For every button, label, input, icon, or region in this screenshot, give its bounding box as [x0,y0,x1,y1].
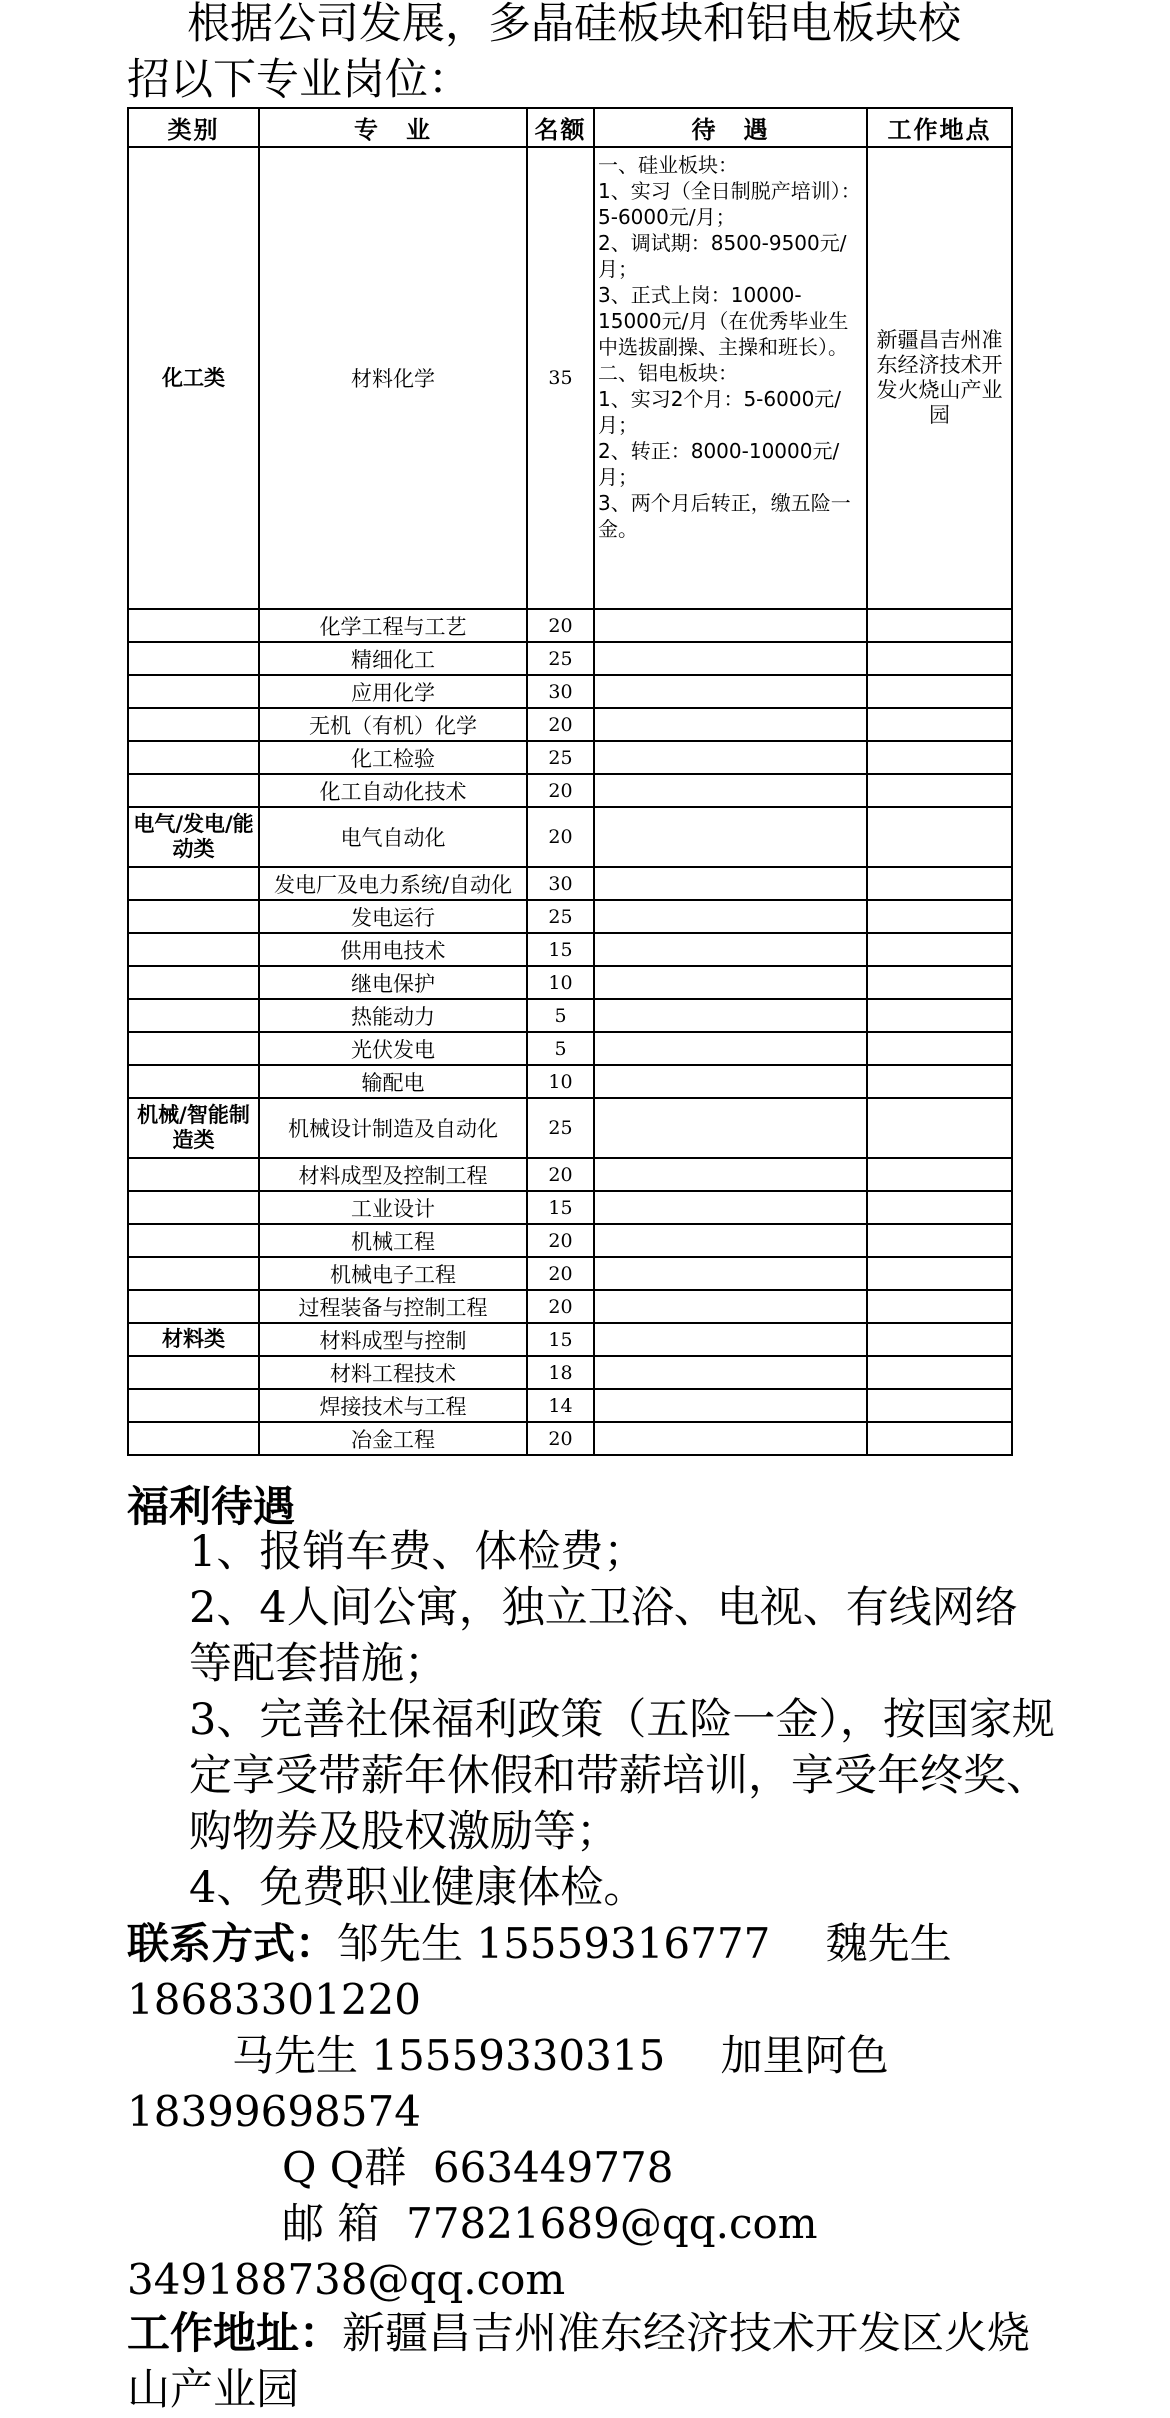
table-row [128,642,1012,675]
cell-major: 继电保护 [259,966,527,999]
header-pay: 待 遇 [594,108,867,147]
table-row [128,867,1012,900]
cell-category [128,1032,259,1065]
intro-line-1: 根据公司发展，多晶硅板块和铝电板块校 [187,0,961,49]
cell-location [867,708,1012,741]
pay-line: 1、实习2个月：5-6000元/月； [598,387,842,437]
cell-pay [594,1098,867,1158]
cell-category [128,1065,259,1098]
cell-location [867,1389,1012,1422]
contact-phone-4: 18399698574 [127,2087,421,2136]
cell-count: 20 [527,774,594,807]
address-section [127,2306,1067,2418]
pay-line: 2、调试期：8500-9500元/月； [598,231,847,281]
cell-count: 20 [527,1290,594,1323]
cell-count: 20 [527,807,594,867]
table-row [128,1032,1012,1065]
table-row [128,933,1012,966]
benefit-item-3: 3、完善社保福利政策（五险一金），按国家规定享受带薪年休假和带薪培训，享受年终奖、购物券及股权激励等； [189,1695,1055,1857]
intro-paragraph [127,0,1067,108]
cell-category [128,1257,259,1290]
positions-table [127,107,1013,1456]
cell-major: 应用化学 [259,675,527,708]
cell-location [867,1323,1012,1356]
contact-section [127,1916,1087,2308]
table-row [128,741,1012,774]
cell-pay [594,774,867,807]
cell-major: 机械工程 [259,1224,527,1257]
cell-category [128,609,259,642]
cell-location [867,774,1012,807]
cell-major: 发电厂及电力系统/自动化 [259,867,527,900]
cell-location [867,933,1012,966]
cell-major: 冶金工程 [259,1422,527,1455]
cell-major: 机械设计制造及自动化 [259,1098,527,1158]
cell-category [128,999,259,1032]
cell-category: 机械/智能制造类 [128,1098,259,1158]
cell-count: 5 [527,1032,594,1065]
intro-line-2: 招以下专业岗位： [127,55,471,105]
cell-location [867,642,1012,675]
contact-line-1 [127,1916,1087,1972]
cell-location [867,1290,1012,1323]
cell-pay [594,1356,867,1389]
cell-pay [594,1158,867,1191]
cell-location [867,900,1012,933]
cell-major: 供用电技术 [259,933,527,966]
cell-location [867,741,1012,774]
cell-location [867,1224,1012,1257]
table-row [128,966,1012,999]
pay-line: 二、铝电板块： [598,361,738,385]
cell-pay [594,1224,867,1257]
cell-major: 化工自动化技术 [259,774,527,807]
cell-category [128,741,259,774]
cell-category [128,774,259,807]
cell-count: 20 [527,609,594,642]
benefit-item-2: 2、4人间公寓，独立卫浴、电视、有线网络等配套措施； [189,1583,1018,1689]
cell-category [128,1224,259,1257]
cell-category [128,1191,259,1224]
cell-count: 20 [527,1257,594,1290]
cell-location [867,609,1012,642]
cell-location [867,1032,1012,1065]
cell-major: 化学工程与工艺 [259,609,527,642]
cell-pay [594,900,867,933]
cell-location [867,1422,1012,1455]
cell-count: 10 [527,1065,594,1098]
table-row [128,1323,1012,1356]
cell-category [128,900,259,933]
table-row [128,1422,1012,1455]
contact-persons-2: 马先生 15559330315 加里阿色 [232,2031,889,2080]
pay-line: 一、硅业板块： [598,153,738,177]
cell-major: 输配电 [259,1065,527,1098]
cell-count: 25 [527,900,594,933]
cell-category [128,1356,259,1389]
cell-location [867,999,1012,1032]
table-row [128,609,1012,642]
table-row [128,1098,1012,1158]
cell-pay [594,1422,867,1455]
table-row [128,1158,1012,1191]
cell-count: 14 [527,1389,594,1422]
header-major: 专 业 [259,108,527,147]
cell-pay [594,807,867,867]
benefit-item-1: 1、报销车费、体检费； [189,1527,647,1577]
cell-category [128,1290,259,1323]
cell-major: 焊接技术与工程 [259,1389,527,1422]
cell-category: 电气/发电/能动类 [128,807,259,867]
cell-location [867,867,1012,900]
cell-pay [594,999,867,1032]
cell-major: 过程装备与控制工程 [259,1290,527,1323]
cell-pay [594,867,867,900]
cell-major: 电气自动化 [259,807,527,867]
cell-category [128,675,259,708]
cell-pay [594,1389,867,1422]
table-row [128,708,1012,741]
cell-count: 25 [527,741,594,774]
cell-pay [594,1323,867,1356]
cell-category: 化工类 [128,147,259,609]
table-row [128,1290,1012,1323]
cell-count: 5 [527,999,594,1032]
cell-location [867,1356,1012,1389]
cell-major: 化工检验 [259,741,527,774]
cell-location [867,1257,1012,1290]
cell-category [128,1389,259,1422]
cell-count: 30 [527,675,594,708]
cell-location [867,1191,1012,1224]
table-row [128,147,1012,609]
benefit-item-4: 4、免费职业健康体检。 [189,1863,647,1913]
email-2: 349188738@qq.com [127,2255,566,2304]
benefits-title: 福利待遇 [127,1482,296,1531]
cell-pay [594,675,867,708]
cell-pay [594,609,867,642]
contact-phone-2: 18683301220 [127,1975,421,2024]
cell-major: 热能动力 [259,999,527,1032]
cell-pay [594,1290,867,1323]
cell-pay [594,933,867,966]
cell-count: 15 [527,933,594,966]
cell-count: 20 [527,1224,594,1257]
cell-category [128,1158,259,1191]
cell-category: 材料类 [128,1323,259,1356]
cell-count: 10 [527,966,594,999]
cell-major: 工业设计 [259,1191,527,1224]
qq-label: Q Q群 [282,2143,407,2192]
cell-major: 精细化工 [259,642,527,675]
cell-location [867,966,1012,999]
cell-category [128,867,259,900]
email-label: 邮 箱 [282,2199,380,2248]
pay-line: 1、实习（全日制脱产培训）：5-6000元/月； [598,179,861,229]
contact-label: 联系方式： [127,1919,338,1968]
qq-number: 663449778 [432,2143,674,2192]
cell-count: 35 [527,147,594,609]
cell-category [128,642,259,675]
table-row [128,1224,1012,1257]
address-text: 新疆昌吉州准东经济技术开发区火烧山产业园 [127,2309,1030,2415]
table-row [128,1356,1012,1389]
cell-major: 材料工程技术 [259,1356,527,1389]
email-row [127,2196,1087,2252]
cell-pay [594,741,867,774]
table-row [128,807,1012,867]
cell-category [128,1422,259,1455]
cell-major: 机械电子工程 [259,1257,527,1290]
cell-count: 20 [527,1422,594,1455]
contact-persons-1: 邹先生 15559316777 魏先生 [337,1919,952,1968]
pay-line: 3、两个月后转正，缴五险一金。 [598,491,851,541]
cell-pay [594,708,867,741]
cell-major: 材料化学 [259,147,527,609]
pay-line: 2、转正：8000-10000元/月； [598,439,840,489]
cell-count: 20 [527,1158,594,1191]
cell-count: 25 [527,642,594,675]
table-row [128,1257,1012,1290]
table-row [128,774,1012,807]
cell-count: 30 [527,867,594,900]
cell-pay [594,1191,867,1224]
cell-pay [594,1032,867,1065]
cell-count: 15 [527,1191,594,1224]
cell-count: 18 [527,1356,594,1389]
header-category: 类别 [128,108,259,147]
cell-location [867,807,1012,867]
table-header-row [128,108,1012,147]
cell-location [867,1065,1012,1098]
address-label: 工作地址： [127,2309,342,2359]
cell-major: 无机（有机）化学 [259,708,527,741]
qq-group [127,2140,1087,2196]
cell-major: 材料成型及控制工程 [259,1158,527,1191]
cell-location [867,1098,1012,1158]
table-row [128,675,1012,708]
cell-location [867,1158,1012,1191]
cell-category [128,966,259,999]
email-1: 77821689@qq.com [406,2199,818,2248]
benefits-list [127,1524,1057,1916]
table-row [128,1191,1012,1224]
cell-category [128,933,259,966]
cell-location: 新疆昌吉州准东经济技术开发火烧山产业园 [867,147,1012,609]
cell-category [128,708,259,741]
cell-count: 15 [527,1323,594,1356]
table-row [128,1389,1012,1422]
cell-pay [594,147,867,609]
cell-major: 光伏发电 [259,1032,527,1065]
cell-major: 发电运行 [259,900,527,933]
cell-pay [594,1257,867,1290]
table-row [128,1065,1012,1098]
cell-count: 20 [527,708,594,741]
table-row [128,999,1012,1032]
cell-location [867,675,1012,708]
header-location: 工作地点 [867,108,1012,147]
pay-line: 3、正式上岗：10000-15000元/月（在优秀毕业生中选拔副操、主操和班长）。 [598,283,849,359]
cell-major: 材料成型与控制 [259,1323,527,1356]
header-count: 名额 [527,108,594,147]
cell-pay [594,1065,867,1098]
cell-pay [594,642,867,675]
cell-count: 25 [527,1098,594,1158]
cell-pay [594,966,867,999]
table-row [128,900,1012,933]
